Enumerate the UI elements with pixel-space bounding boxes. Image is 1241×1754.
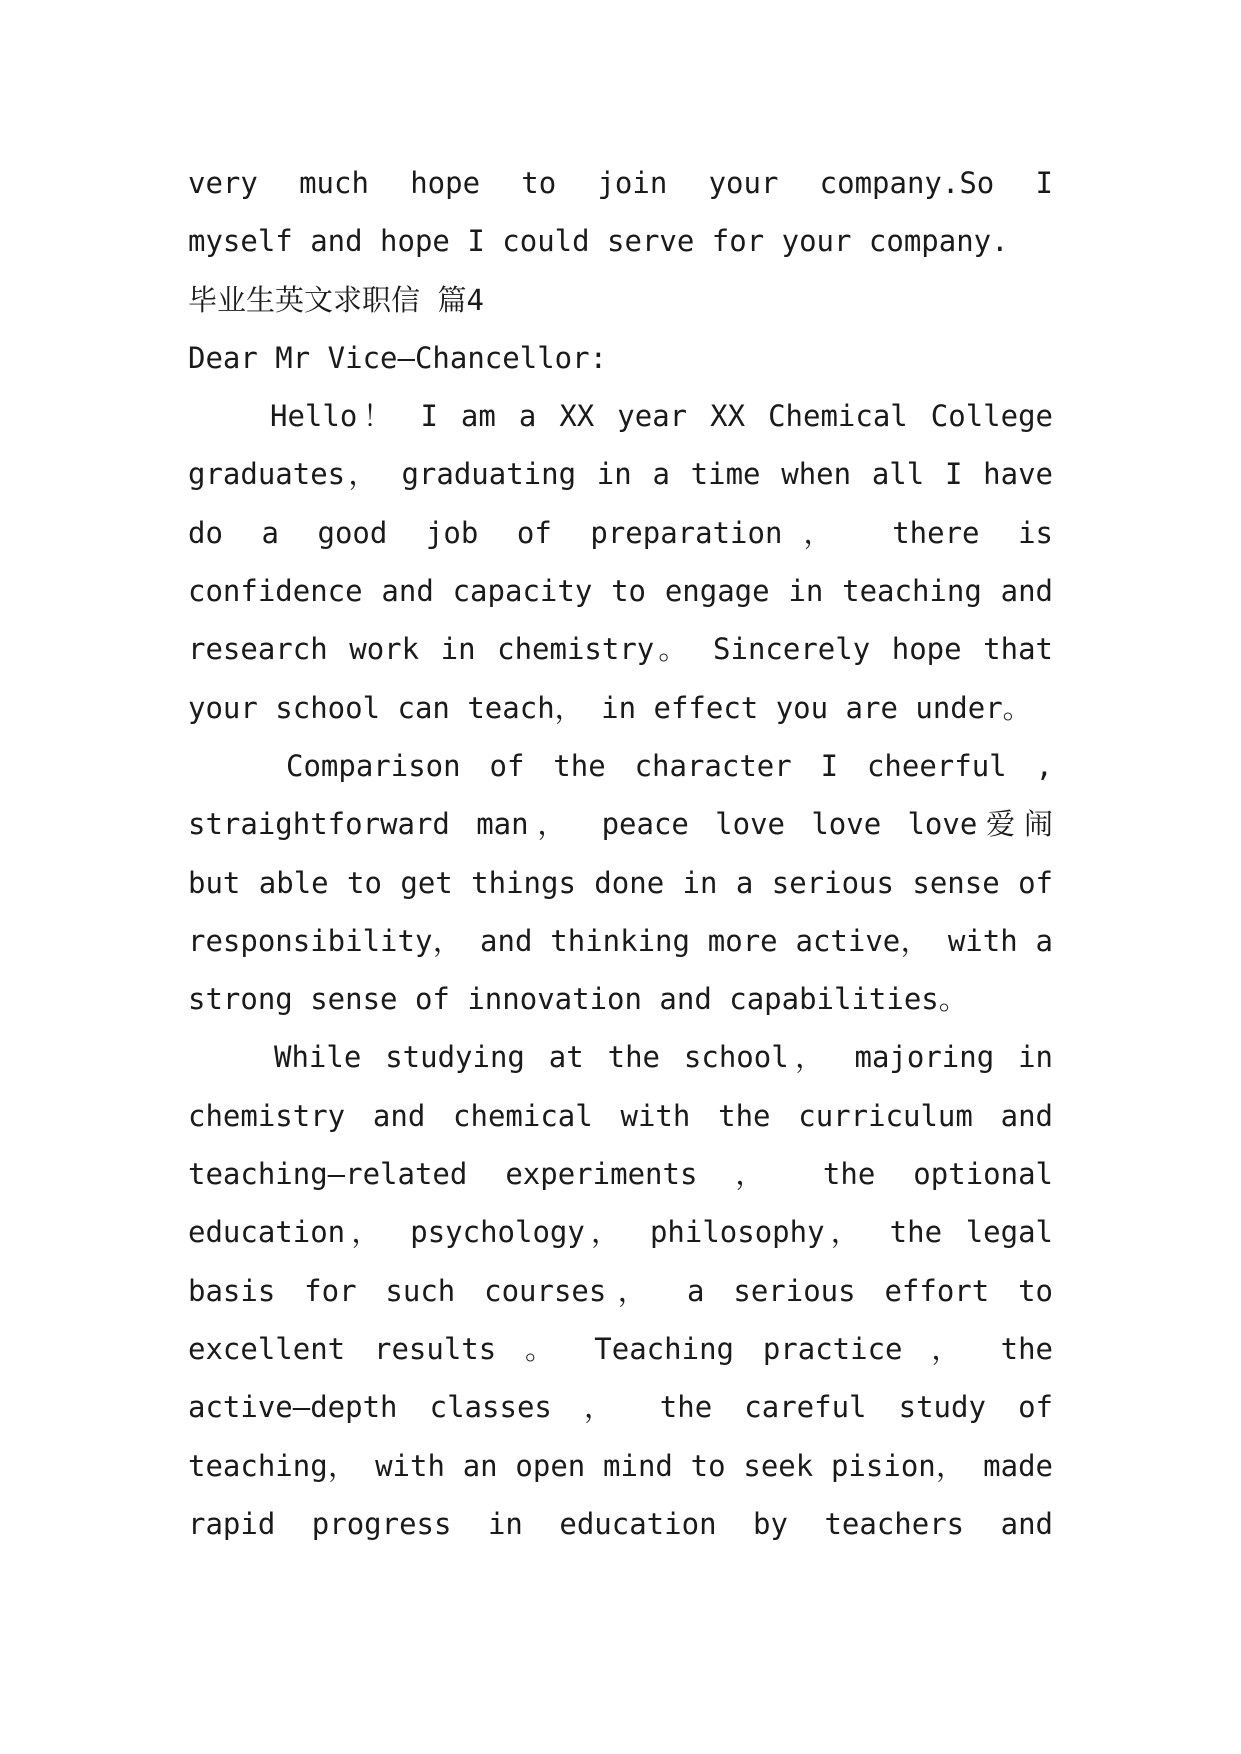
- text-line: research work in chemistry。 Sincerely hope that: [188, 632, 1053, 667]
- text-line: basis for such courses， a serious effort to: [188, 1273, 1053, 1308]
- text-line: your school can teach， in effect you are under。: [188, 690, 1032, 725]
- text-line: While studying at the school， majoring in: [274, 1040, 1053, 1075]
- document-page: [188, 154, 1053, 1553]
- text-line: rapid progress in education by teachers and: [188, 1506, 1053, 1541]
- text-line: excellent results 。 Teaching practice ， the: [188, 1331, 1053, 1366]
- text-line: teaching， with an open mind to seek pision， made: [188, 1448, 1053, 1483]
- text-line: active—depth classes ， the careful study of: [188, 1390, 1053, 1425]
- text-line: responsibility， and thinking more active， with a: [188, 923, 1053, 958]
- text-line: education， psychology， philosophy， the legal: [188, 1215, 1053, 1250]
- text-line: graduates， graduating in a time when all I have: [188, 457, 1053, 492]
- section-heading: 毕业生英文求职信 篇4: [188, 282, 484, 317]
- text-line: teaching—related experiments ， the optional: [188, 1157, 1053, 1192]
- text-line: do a good job of preparation， there is: [188, 515, 1053, 550]
- text-line: chemistry and chemical with the curriculum and: [188, 1098, 1053, 1133]
- text-line: myself and hope I could serve for your company.: [188, 224, 1009, 259]
- text-line: very much hope to join your company.So I: [188, 166, 1053, 200]
- text-line: straightforward man， peace love love love爱闹: [188, 807, 1053, 842]
- text-line: confidence and capacity to engage in teaching and: [188, 574, 1053, 609]
- text-line: Comparison of the character I cheerful ,: [286, 748, 1053, 783]
- text-line: strong sense of innovation and capabilities。: [188, 982, 968, 1017]
- salutation: Dear Mr Vice—Chancellor:: [188, 340, 608, 375]
- text-line: Hello！ I am a XX year XX Chemical College: [270, 399, 1053, 434]
- text-line: but able to get things done in a serious sense of: [188, 865, 1053, 900]
